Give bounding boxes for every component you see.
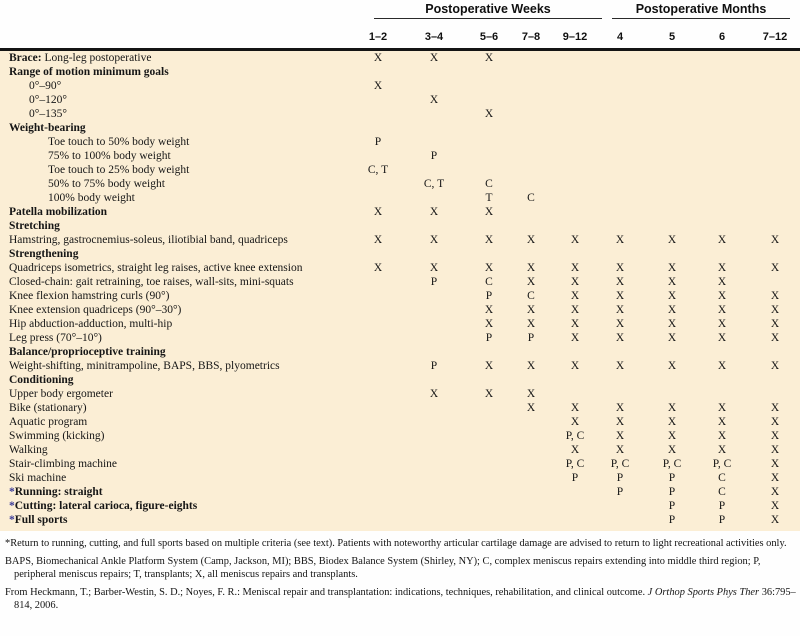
mark-cell: X [717,444,727,456]
row-label: Conditioning [9,374,74,386]
table-row [0,443,800,457]
mark-cell: X [615,276,625,288]
table-row [0,499,800,513]
mark-cell: X [717,290,727,302]
table-row [0,233,800,247]
row-label: Knee extension quadriceps (90°–30°) [9,304,182,316]
table-row [0,317,800,331]
row-label: Stretching [9,220,60,232]
mark-cell: X [615,332,625,344]
mark-cell: P [571,472,579,484]
mark-cell: P, C [565,430,585,442]
row-label: Upper body ergometer [9,388,113,400]
weeks-group-header: Postoperative Weeks [425,2,551,16]
row-label: Ski machine [9,472,67,484]
table-row [0,415,800,429]
citation-journal: J Orthop Sports Phys Ther [647,587,760,598]
mark-cell: X [526,276,536,288]
footnotes [5,537,796,617]
mark-cell: X [429,94,439,106]
table-row [0,191,800,205]
mark-cell: X [770,360,780,372]
row-label: Stair-climbing machine [9,458,118,470]
mark-cell: X [770,332,780,344]
mark-cell: X [429,388,439,400]
mark-cell: X [770,262,780,274]
mark-cell: X [717,332,727,344]
mark-cell: X [373,206,383,218]
mark-cell: X [526,318,536,330]
table-row [0,107,800,121]
row-label: Hamstring, gastrocnemius-soleus, iliotibial band, quadriceps [9,234,288,246]
row-label: *Full sports [9,514,68,526]
mark-cell: X [667,276,677,288]
row-label: Closed-chain: gait retraining, toe raises, wall-sits, mini-squats [9,276,294,288]
table-row [0,275,800,289]
mark-cell: X [615,360,625,372]
row-label: Bike (stationary) [9,402,87,414]
row-label: 0°–135° [29,108,67,120]
asterisk-marker: * [9,500,15,512]
mark-cell: X [484,52,494,64]
mark-cell: X [667,234,677,246]
table-row [0,457,800,471]
mark-cell: X [484,318,494,330]
mark-cell: X [429,206,439,218]
mark-cell: X [717,304,727,316]
mark-cell: X [667,360,677,372]
mark-cell: X [484,360,494,372]
mark-cell: X [526,388,536,400]
mark-cell: X [770,318,780,330]
mark-cell: P [485,332,493,344]
mark-cell: X [717,276,727,288]
mark-cell: X [717,402,727,414]
mark-cell: X [484,262,494,274]
mark-cell: X [429,262,439,274]
mark-cell: X [615,416,625,428]
mark-cell: X [526,234,536,246]
footnote-citation [5,586,796,612]
table-row [0,51,800,65]
column-header: 6 [718,31,726,43]
mark-cell: C [718,486,726,498]
mark-cell: X [526,402,536,414]
table-row [0,471,800,485]
row-label: Walking [9,444,48,456]
protocol-table-body [0,51,800,531]
mark-cell: X [717,234,727,246]
mark-cell: X [570,318,580,330]
mark-cell: X [484,108,494,120]
citation-text: From Heckmann, T.; Barber-Westin, S. D.; Noyes, F. R.: Meniscal repair and transplantation: indications, techniques, rehabilitation, and clinical outcome. [5,587,648,598]
mark-cell: X [526,304,536,316]
table-row [0,149,800,163]
mark-cell: X [667,318,677,330]
mark-cell: P, C [610,458,630,470]
mark-cell: X [484,234,494,246]
mark-cell: X [615,304,625,316]
mark-cell: X [770,416,780,428]
table-row [0,331,800,345]
row-label: Swimming (kicking) [9,430,105,442]
mark-cell: X [570,416,580,428]
mark-cell: X [770,500,780,512]
mark-cell: P [430,276,438,288]
mark-cell: X [570,444,580,456]
mark-cell: P [668,472,676,484]
mark-cell: X [570,234,580,246]
mark-cell: P [616,486,624,498]
mark-cell: C, T [367,164,389,176]
mark-cell: X [770,304,780,316]
mark-cell: P [668,500,676,512]
row-label: *Cutting: lateral carioca, figure-eights [9,500,198,512]
mark-cell: X [667,262,677,274]
mark-cell: X [373,234,383,246]
mark-cell: X [570,304,580,316]
footnote-abbreviations: BAPS, Biomechanical Ankle Platform System (Camp, Jackson, MI); BBS, Biodex Balance System (Shirley, NY); C, complex meniscus repairs extending into middle third region; P, peripheral meniscus repairs; T, transplants; X, all meniscus repairs and transplants. [5,556,761,580]
row-label: Knee flexion hamstring curls (90°) [9,290,170,302]
row-label: Range of motion minimum goals [9,66,169,78]
mark-cell: X [770,486,780,498]
mark-cell: X [429,234,439,246]
row-label: 50% to 75% body weight [48,178,165,190]
mark-cell: X [373,262,383,274]
table-row [0,247,800,261]
table-row [0,79,800,93]
table-row [0,303,800,317]
mark-cell: X [526,262,536,274]
mark-cell: X [717,318,727,330]
mark-cell: P [374,136,382,148]
mark-cell: X [717,360,727,372]
mark-cell: P [616,472,624,484]
table-row [0,373,800,387]
mark-cell: P, C [565,458,585,470]
table-row [0,121,800,135]
mark-cell: C [485,276,493,288]
mark-cell: P [718,500,726,512]
row-label: 100% body weight [48,192,135,204]
mark-cell: X [615,234,625,246]
mark-cell: X [770,514,780,526]
mark-cell: X [615,430,625,442]
row-label: Quadriceps isometrics, straight leg raises, active knee extension [9,262,303,274]
mark-cell: P [430,360,438,372]
mark-cell: X [770,234,780,246]
mark-cell: X [667,290,677,302]
mark-cell: P [527,332,535,344]
column-header: 5 [668,31,676,43]
mark-cell: X [667,332,677,344]
mark-cell: X [429,52,439,64]
mark-cell: X [615,444,625,456]
column-header: 5–6 [479,31,499,43]
row-label: Patella mobilization [9,206,108,218]
column-header: 7–12 [762,31,788,43]
months-group-header: Postoperative Months [635,2,767,16]
mark-cell: C [527,192,535,204]
table-row [0,513,800,527]
table-row [0,401,800,415]
mark-cell: P, C [712,458,732,470]
mark-cell: X [615,290,625,302]
mark-cell: P [430,150,438,162]
row-label: Hip abduction-adduction, multi-hip [9,318,173,330]
mark-cell: X [615,318,625,330]
mark-cell: X [717,416,727,428]
table-row [0,177,800,191]
column-header: 3–4 [424,31,444,43]
mark-cell: X [615,262,625,274]
row-label: 0°–120° [29,94,67,106]
column-header: 9–12 [562,31,588,43]
mark-cell: X [615,402,625,414]
table-row [0,429,800,443]
citation-volume: 36:795–814, 2006. [14,587,796,611]
row-label: Balance/proprioceptive training [9,346,166,358]
mark-cell: C [718,472,726,484]
row-label: 0°–90° [29,80,62,92]
table-row [0,205,800,219]
mark-cell: X [770,430,780,442]
mark-cell: X [717,430,727,442]
mark-cell: X [570,360,580,372]
row-label: Toe touch to 25% body weight [48,164,190,176]
mark-cell: P, C [662,458,682,470]
mark-cell: X [484,388,494,400]
mark-cell: X [770,290,780,302]
mark-cell: X [667,416,677,428]
table-row [0,289,800,303]
weeks-group-rule [374,18,602,19]
mark-cell: X [373,80,383,92]
mark-cell: X [770,472,780,484]
mark-cell: P [485,290,493,302]
table-row [0,65,800,79]
mark-cell: X [570,402,580,414]
footnote-return-criteria: *Return to running, cutting, and full sports based on multiple criteria (see text). Patients with noteworthy articular cartilage damage are advised to return to light recreational activities only. [5,538,787,549]
mark-cell: X [373,52,383,64]
table-row [0,345,800,359]
table-row [0,93,800,107]
mark-cell: X [484,304,494,316]
column-header: 1–2 [368,31,388,43]
mark-cell: X [667,402,677,414]
row-label: 75% to 100% body weight [48,150,171,162]
table-row [0,261,800,275]
mark-cell: P [668,486,676,498]
asterisk-marker: * [9,486,15,498]
mark-cell: X [667,430,677,442]
mark-cell: P [718,514,726,526]
column-header: 7–8 [521,31,541,43]
row-label-bold-prefix: Brace: [9,52,42,64]
table-row [0,359,800,373]
mark-cell: X [484,206,494,218]
row-label: Weight-bearing [9,122,86,134]
mark-cell: X [667,444,677,456]
row-label: Weight-shifting, minitrampoline, BAPS, BBS, plyometrics [9,360,280,372]
mark-cell: X [717,262,727,274]
table-row [0,387,800,401]
mark-cell: X [570,290,580,302]
row-label: Aquatic program [9,416,88,428]
months-group-rule [612,18,790,19]
mark-cell: C [485,178,493,190]
row-label: *Running: straight [9,486,103,498]
mark-cell: T [485,192,493,204]
table-row [0,485,800,499]
mark-cell: C [527,290,535,302]
mark-cell: C, T [423,178,445,190]
mark-cell: X [570,262,580,274]
row-label: Brace: Long-leg postoperative [9,52,152,64]
column-header: 4 [616,31,624,43]
mark-cell: X [667,304,677,316]
table-row [0,163,800,177]
row-label: Leg press (70°–10°) [9,332,102,344]
table-row [0,135,800,149]
table-row [0,219,800,233]
row-label: Toe touch to 50% body weight [48,136,190,148]
asterisk-marker: * [9,514,15,526]
mark-cell: X [770,458,780,470]
mark-cell: X [570,332,580,344]
mark-cell: X [770,402,780,414]
mark-cell: X [570,276,580,288]
row-label: Strengthening [9,248,79,260]
mark-cell: X [770,444,780,456]
mark-cell: X [526,360,536,372]
mark-cell: P [668,514,676,526]
